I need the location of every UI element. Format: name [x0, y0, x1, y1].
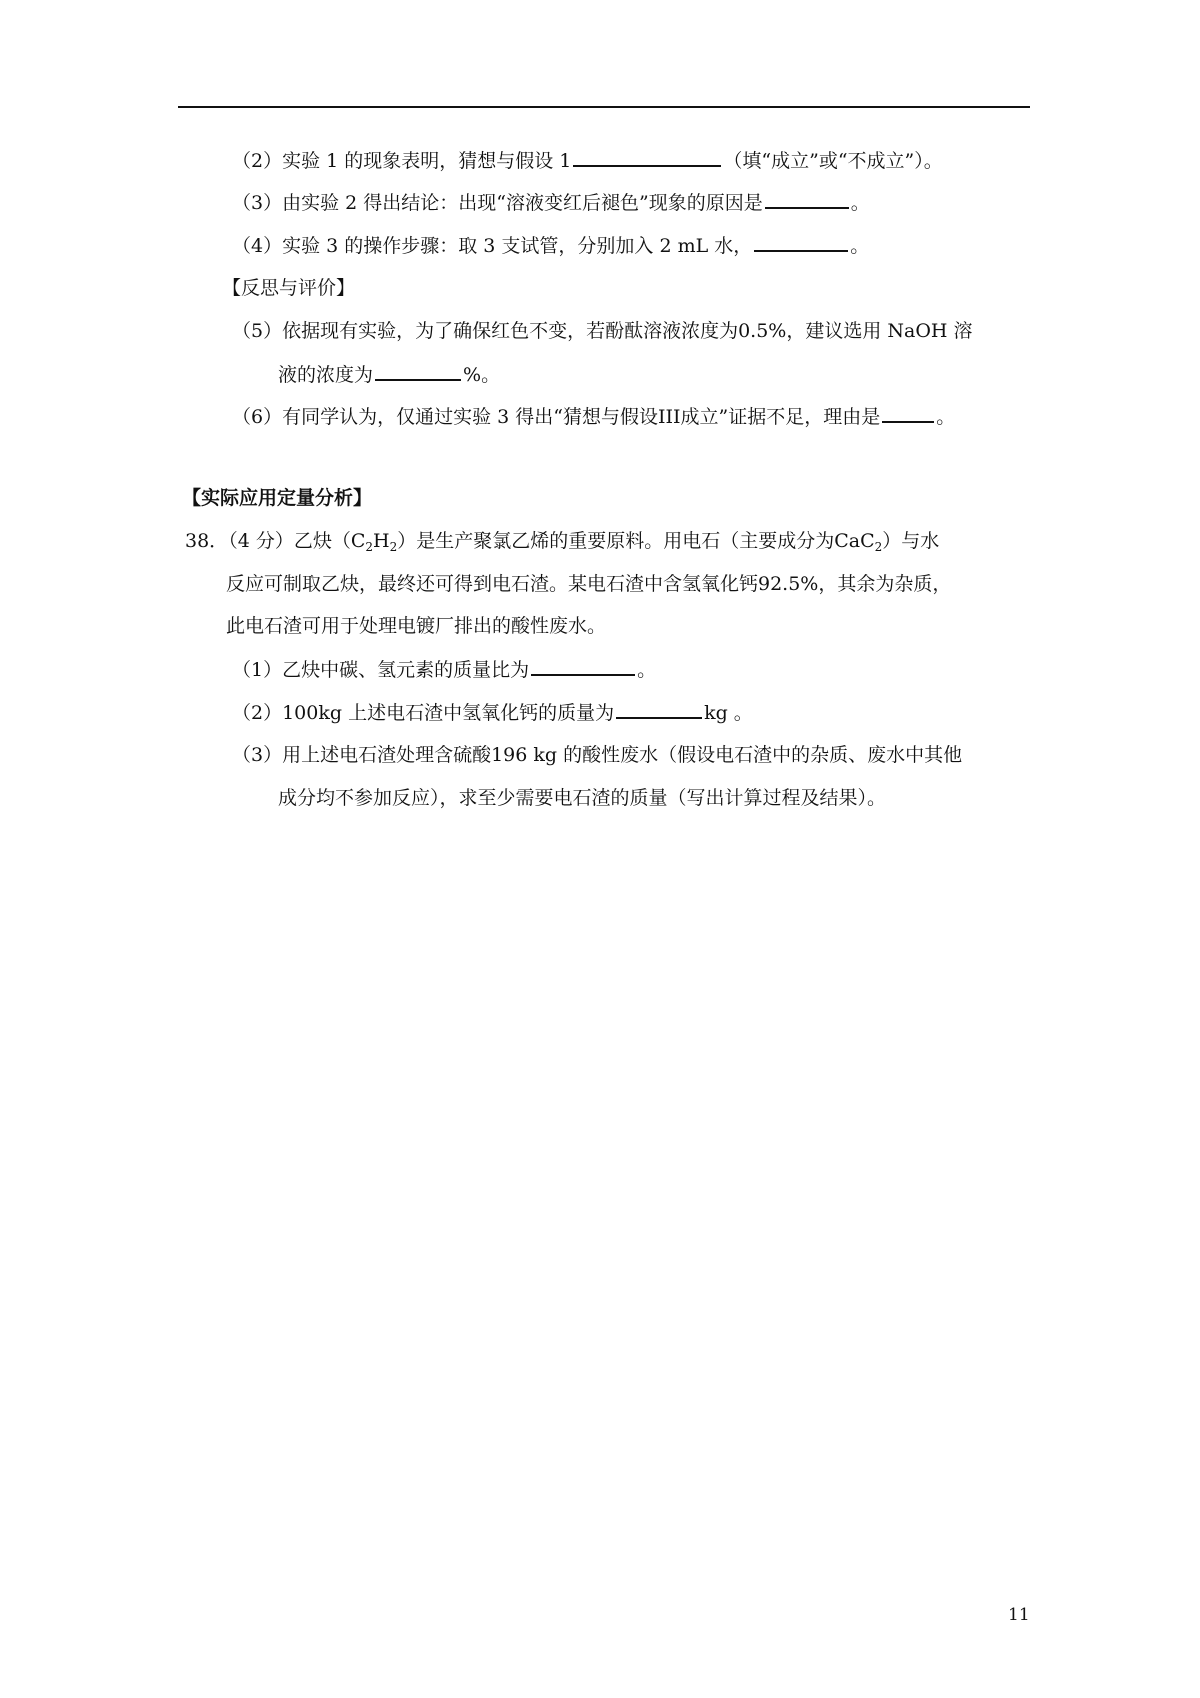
subscript: 2 [389, 540, 398, 554]
question-5-text: 依据现有实验，为了确保红色不变，若酚酞溶液浓度为0.5%，建议选用 NaOH 溶 [282, 320, 973, 342]
question-38-line-1 [185, 529, 939, 559]
question-5-text-after: %。 [463, 364, 501, 386]
header-rule [178, 106, 1030, 108]
question-3-text: 由实验 2 得出结论：出现“溶液变红后褪色”现象的原因是 [282, 192, 763, 214]
question-6-text: 有同学认为，仅通过实验 3 得出“猜想与假设III成立”证据不足，理由是 [282, 406, 881, 428]
subscript: 2 [365, 540, 373, 554]
question-4-text: 实验 3 的操作步骤：取 3 支试管，分别加入 2 mL 水， [282, 235, 753, 257]
question-4-number: （4） [232, 235, 283, 257]
question-38-sub-3-number: （3） [232, 744, 283, 766]
question-2-number: （2） [232, 150, 283, 172]
question-38-sub-3-line-2: 成分均不参加反应），求至少需要电石渣的质量（写出计算过程及结果）。 [278, 787, 887, 809]
question-38-sub-3-text: 用上述电石渣处理含硫酸196 kg 的酸性废水（假设电石渣中的杂质、废水中其他 [282, 744, 963, 766]
question-38-sub-2-text: 100kg 上述电石渣中氢氧化钙的质量为 [282, 702, 615, 724]
answer-blank-6[interactable] [882, 403, 934, 423]
answer-blank-38-2[interactable] [616, 699, 702, 719]
question-38-sub-1-number: （1） [232, 659, 283, 681]
question-38-text-d: ）与水 [882, 530, 940, 552]
answer-blank-4[interactable] [754, 232, 848, 252]
page-number: 11 [1008, 1605, 1030, 1625]
question-3-number: （3） [232, 192, 283, 214]
question-5-text-line-2: 液的浓度为 [278, 364, 374, 386]
question-38-line-2: 反应可制取乙炔，最终还可得到电石渣。某电石渣中含氢氧化钙92.5%，其余为杂质， [226, 573, 952, 595]
question-38-text-b: H [373, 530, 390, 552]
question-2-text-after: （填“成立”或“不成立”）。 [723, 150, 943, 172]
question-38-number: 38． [185, 530, 229, 552]
question-38-text-a: （4 分）乙炔（C [228, 530, 366, 552]
question-5-line-1 [232, 319, 973, 343]
section-heading: 【实际应用定量分析】 [182, 487, 373, 509]
subscript: 2 [874, 540, 883, 554]
question-6-number: （6） [232, 406, 283, 428]
question-4-text-after: 。 [850, 235, 870, 257]
question-38-text-c: ）是生产聚氯乙烯的重要原料。用电石（主要成分为CaC [397, 530, 875, 552]
answer-blank-2[interactable] [573, 147, 721, 167]
answer-blank-5[interactable] [375, 361, 461, 381]
question-38-sub-2 [232, 699, 753, 725]
question-3-text-after: 。 [850, 192, 870, 214]
question-38-sub-1-text-after: 。 [637, 659, 657, 681]
question-2 [232, 147, 943, 173]
question-3 [232, 189, 870, 215]
question-6-text-after: 。 [936, 406, 956, 428]
question-2-text: 实验 1 的现象表明，猜想与假设 1 [282, 150, 572, 172]
question-38-sub-1-text: 乙炔中碳、氢元素的质量比为 [282, 659, 530, 681]
question-38-sub-2-text-after: kg 。 [704, 702, 753, 724]
answer-blank-38-1[interactable] [531, 656, 635, 676]
answer-blank-3[interactable] [765, 189, 849, 209]
question-6 [232, 403, 955, 429]
question-38-sub-3-line-1 [232, 743, 962, 767]
question-38-sub-1 [232, 656, 656, 682]
question-38-sub-2-number: （2） [232, 702, 283, 724]
question-5-line-2 [278, 361, 500, 387]
question-38-line-3: 此电石渣可用于处理电镀厂排出的酸性废水。 [226, 615, 607, 637]
question-5-number: （5） [232, 320, 283, 342]
question-4 [232, 232, 869, 258]
reflection-heading: 【反思与评价】 [222, 277, 356, 299]
